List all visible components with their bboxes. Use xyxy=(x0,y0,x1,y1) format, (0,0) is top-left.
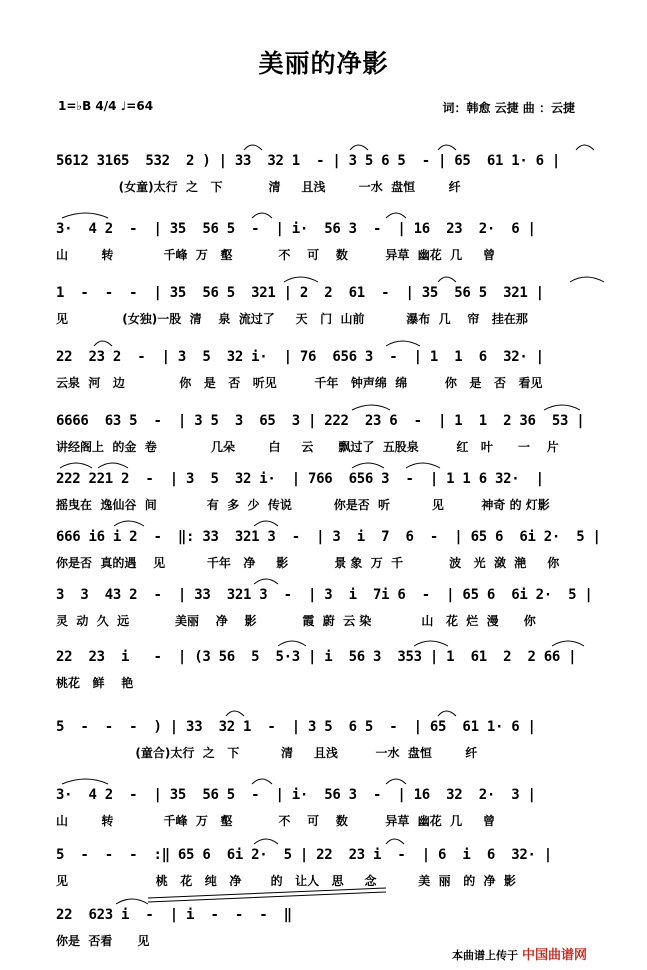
lyrics-line: 山 转 千峰 万 壑 不 可 数 异草 幽花 几 曾 xyxy=(56,248,496,262)
lyrics-line: 见 桃 花 纯 净 的 让人 思 念 美 丽 的 净 影 xyxy=(56,874,516,888)
slur-marks xyxy=(56,334,616,348)
lyrics-line: 见 (女独)一股 清 泉 流过了 天 门 山前 瀑布 几 帘 挂在那 xyxy=(56,312,528,326)
slur-marks xyxy=(56,704,616,718)
slur-marks xyxy=(56,206,616,220)
notation-line: 22 23 i - | (3 56 5 5·3 | i 56 3 353 | 1 61 2 2 66 | xyxy=(56,649,577,665)
lyrics-line: 灵 动 久 远 美丽 净 影 霞 蔚 云 染 山 花 烂 漫 你 xyxy=(56,614,536,628)
slur-marks xyxy=(56,456,616,470)
notation-line: 22 23 2 - | 3 5 32 i· | 76 656 3 - | 1 1 6 32· | xyxy=(56,349,544,365)
slur-marks xyxy=(56,572,616,586)
slur-marks xyxy=(56,892,616,906)
notation-line: 3· 4 2 - | 35 56 5 - | i· 56 3 - | 16 32 2· 3 | xyxy=(56,787,536,803)
notation-line: 666 i6 i 2 - ‖: 33 321 3 - | 3 i 7 6 - | 65 6 6i 2· 5 | xyxy=(56,529,601,545)
slur-marks xyxy=(56,634,616,648)
slur-marks xyxy=(56,772,616,786)
lyrics-line: (童合)太行 之 下 清 且浅 一水 盘恒 纤 xyxy=(56,746,478,760)
notation-line: 222 221 2 - | 3 5 32 i· | 766 656 3 - | 1 1 6 32· | xyxy=(56,471,544,487)
lyrics-line: 摇曳在 逸仙谷 间 有 多 少 传说 你是否 听 见 神奇 的 灯影 xyxy=(56,498,550,512)
notation-line: 1 - - - | 35 56 5 321 | 2 2 61 - | 35 56 5 321 | xyxy=(56,285,544,301)
notation-line: 5 - - - :‖ 65 6 6i 2· 5 | 22 23 i - | 6 i 6 32· | xyxy=(56,847,552,863)
lyrics-line: 云泉 河 边 你 是 否 听见 千年 钟声绵 绵 你 是 否 看见 xyxy=(56,376,543,390)
notation-line: 5612 3165 532 2 ) | 33 32 1 - | 3 5 6 5 - | 65 61 1· 6 | xyxy=(56,153,560,169)
slur-marks xyxy=(56,514,616,528)
notation-line: 5 - - - ) | 33 32 1 - | 3 5 6 5 - | 65 61 1· 6 | xyxy=(56,719,536,735)
slur-marks xyxy=(56,832,616,846)
key-time-tempo: 1=♭B 4/4 ♩=64 xyxy=(58,99,154,113)
credits: 词：韩愈 云捷 曲 ：云捷 xyxy=(442,101,575,115)
notation-line: 3 3 43 2 - | 33 321 3 - | 3 i 7i 6 - | 65 6 6i 2· 5 | xyxy=(56,587,593,603)
lyrics-line: 你是 否看 见 xyxy=(56,934,150,948)
lyrics-line: 讲经阁上 的金 卷 几朵 白 云 飘过了 五股泉 红 叶 一 片 xyxy=(56,440,559,454)
site-brand[interactable]: 中国曲谱网 xyxy=(521,948,587,963)
song-title: 美丽的净影 xyxy=(258,49,389,78)
lyrics-line: 桃花 鲜 艳 xyxy=(56,676,134,690)
source-footer xyxy=(452,944,587,963)
notation-line: 6666 63 5 - | 3 5 3 65 3 | 222 23 6 - | 1 1 2 36 53 | xyxy=(56,413,585,429)
slur-marks xyxy=(56,398,616,412)
notation-line: 22 623 i - | i - - - ‖ xyxy=(56,907,292,923)
slur-marks xyxy=(56,270,616,284)
lyrics-line: 山 转 千峰 万 壑 不 可 数 异草 幽花 几 曾 xyxy=(56,814,496,828)
slur-marks xyxy=(56,138,616,152)
footer-prefix: 本曲谱上传于 xyxy=(451,949,518,962)
lyrics-line: 你是否 真的遇 见 千年 净 影 景 象 万 千 波 光 潋 滟 你 xyxy=(56,556,560,570)
lyrics-line: (女童)太行 之 下 清 且浅 一水 盘恒 纤 xyxy=(56,180,461,194)
notation-line: 3· 4 2 - | 35 56 5 - | i· 56 3 - | 16 23 2· 6 | xyxy=(56,221,536,237)
